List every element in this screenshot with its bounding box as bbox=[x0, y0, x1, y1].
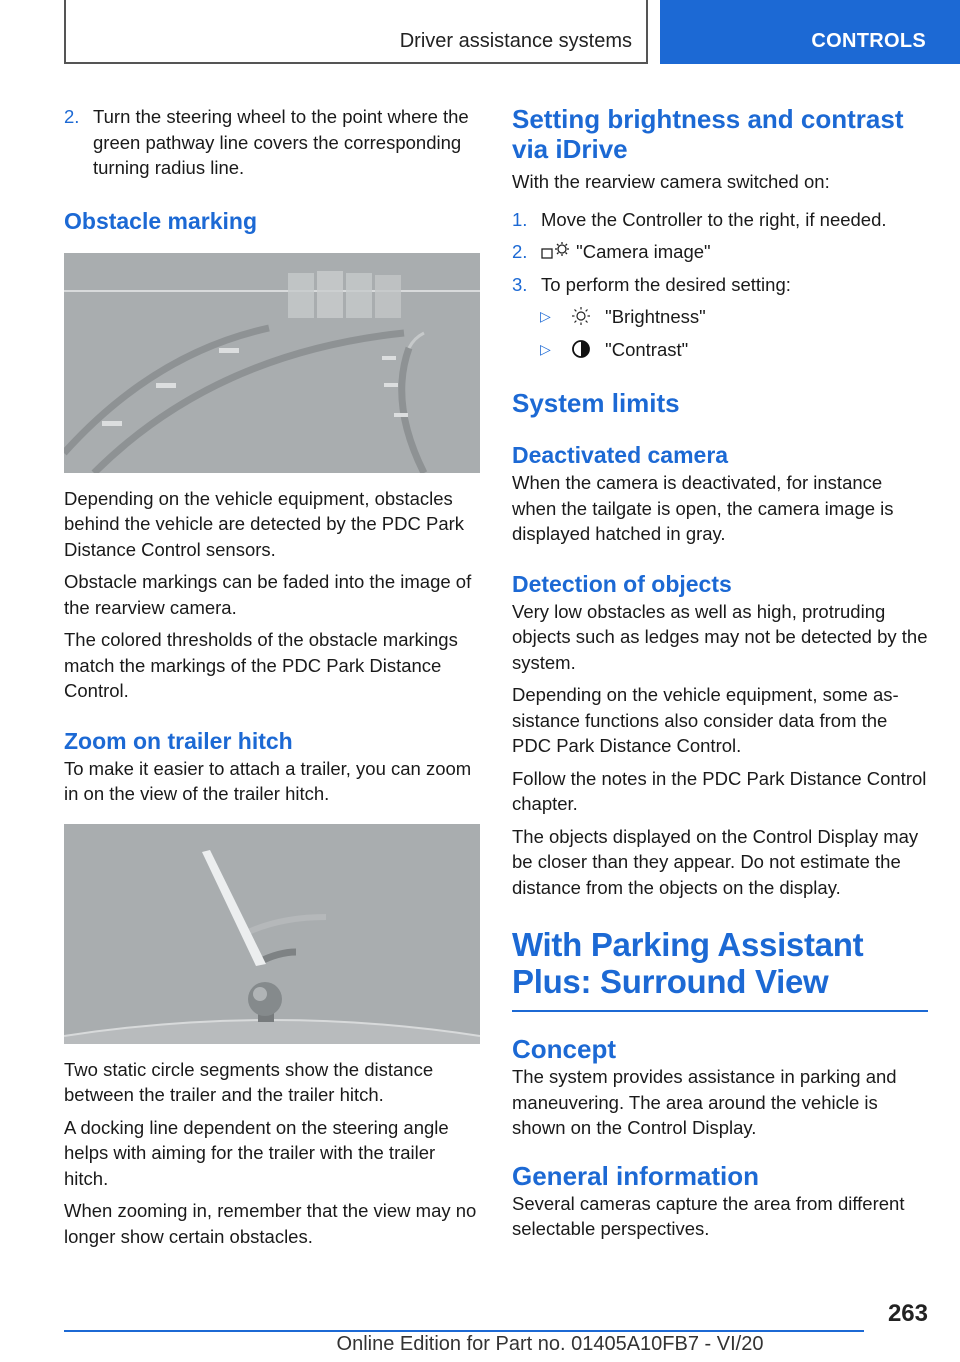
brightness-intro: With the rearview camera switched on: bbox=[512, 171, 830, 192]
hitch-paragraph: Two static circle segments show the distance between the trailer and the trailer hitch. bbox=[64, 1058, 434, 1105]
step-text: To perform the desired setting: bbox=[541, 273, 791, 295]
deactivated-camera-heading: Deactivated camera bbox=[512, 442, 729, 468]
detection-paragraph: Very low obstacles as well as high, protruding objects such as ledges may not be detected by the system. bbox=[512, 600, 928, 673]
surround-view-heading: With Parking Assistant Plus: Surround View bbox=[512, 926, 864, 1000]
option-label: "Contrast" bbox=[605, 338, 689, 360]
footer-edition: Online Edition for Part no. 01405A10FB7 - VI/20 bbox=[336, 1333, 764, 1355]
general-paragraph: Several cameras capture the area from different selectable perspectives. bbox=[512, 1192, 905, 1239]
detection-paragraph: Follow the notes in the PDC Park Distance Control chapter. bbox=[512, 767, 927, 814]
heading-rule bbox=[512, 1010, 928, 1012]
system-limits-heading: System limits bbox=[512, 388, 680, 418]
obstacle-marking-image bbox=[64, 253, 480, 473]
concept-heading: Concept bbox=[512, 1034, 616, 1064]
step-text: Move the Controller to the right, if needed. bbox=[541, 208, 887, 230]
contrast-icon bbox=[570, 339, 594, 359]
hitch-paragraph: A docking line dependent on the steering angle helps with aiming for the trailer with the trailer hitch. bbox=[64, 1116, 449, 1189]
detection-paragraph: Depending on the vehicle equipment, some assistance functions also consider data from the PDC Park Distance Control. bbox=[512, 684, 899, 756]
left-column bbox=[64, 104, 480, 1256]
step-number: 1. bbox=[512, 208, 528, 230]
camera-image-icon bbox=[541, 241, 565, 261]
detection-of-objects-heading: Detection of objects bbox=[512, 570, 732, 597]
step-3 bbox=[512, 272, 928, 298]
brightness-contrast-heading: Setting brightness and contrast via iDrive bbox=[512, 104, 904, 164]
list-marker: ▷ bbox=[540, 340, 551, 357]
deactivated-paragraph: When the camera is deactivated, for instance when the tailgate is open, the camera image is displayed hatched in gray. bbox=[512, 472, 894, 544]
contrast-option bbox=[512, 337, 928, 363]
step-number: 3. bbox=[512, 273, 528, 295]
obstacle-paragraph: Depending on the vehicle equipment, obstacles behind the vehicle are detected by the PDC Park Distance Control sensors. bbox=[64, 487, 465, 560]
detection-paragraph: The objects displayed on the Control Display may be closer than they appear. Do not estimate the distance from the objects on the display. bbox=[512, 825, 919, 898]
general-information-heading: General information bbox=[512, 1160, 760, 1191]
step-number: 2. bbox=[64, 106, 80, 127]
concept-paragraph: The system provides assistance in parking and maneuvering. The area around the vehicle is shown on the Control Display. bbox=[512, 1066, 897, 1138]
option-label: "Brightness" bbox=[605, 306, 706, 327]
obstacle-paragraph: The colored thresholds of the obstacle markings match the markings of the PDC Park Distance Control. bbox=[64, 629, 458, 701]
footer-rule bbox=[64, 1330, 864, 1332]
brightness-icon bbox=[570, 306, 594, 326]
obstacle-marking-heading: Obstacle marking bbox=[64, 207, 258, 234]
zoom-trailer-hitch-heading: Zoom on trailer hitch bbox=[64, 727, 293, 754]
step-1 bbox=[512, 207, 928, 233]
hitch-paragraph: When zooming in, remember that the view may no longer show certain obstacles. bbox=[64, 1200, 477, 1247]
header-section-box bbox=[64, 0, 648, 64]
zoom-paragraph: To make it easier to attach a trailer, you can zoom in on the view of the trailer hitch. bbox=[64, 757, 472, 804]
header-chapter-tab bbox=[660, 0, 960, 64]
page-number: 263 bbox=[887, 1300, 928, 1327]
header-section-title: Driver assistance systems bbox=[399, 30, 632, 52]
obstacle-paragraph: Obstacle markings can be faded into the image of the rearview camera. bbox=[64, 571, 472, 618]
header-chapter-title: CONTROLS bbox=[811, 30, 926, 52]
step-2 bbox=[64, 104, 480, 181]
brightness-option bbox=[512, 304, 928, 330]
step-number: 2. bbox=[512, 241, 528, 262]
trailer-hitch-image bbox=[64, 824, 480, 1044]
list-marker: ▷ bbox=[540, 308, 551, 324]
step-text: "Camera image" bbox=[576, 241, 711, 262]
step-2 bbox=[512, 239, 928, 265]
step-text: Turn the steering wheel to the point where the green pathway line covers the corresponding turning radius line. bbox=[93, 106, 469, 178]
right-column bbox=[512, 104, 928, 1242]
